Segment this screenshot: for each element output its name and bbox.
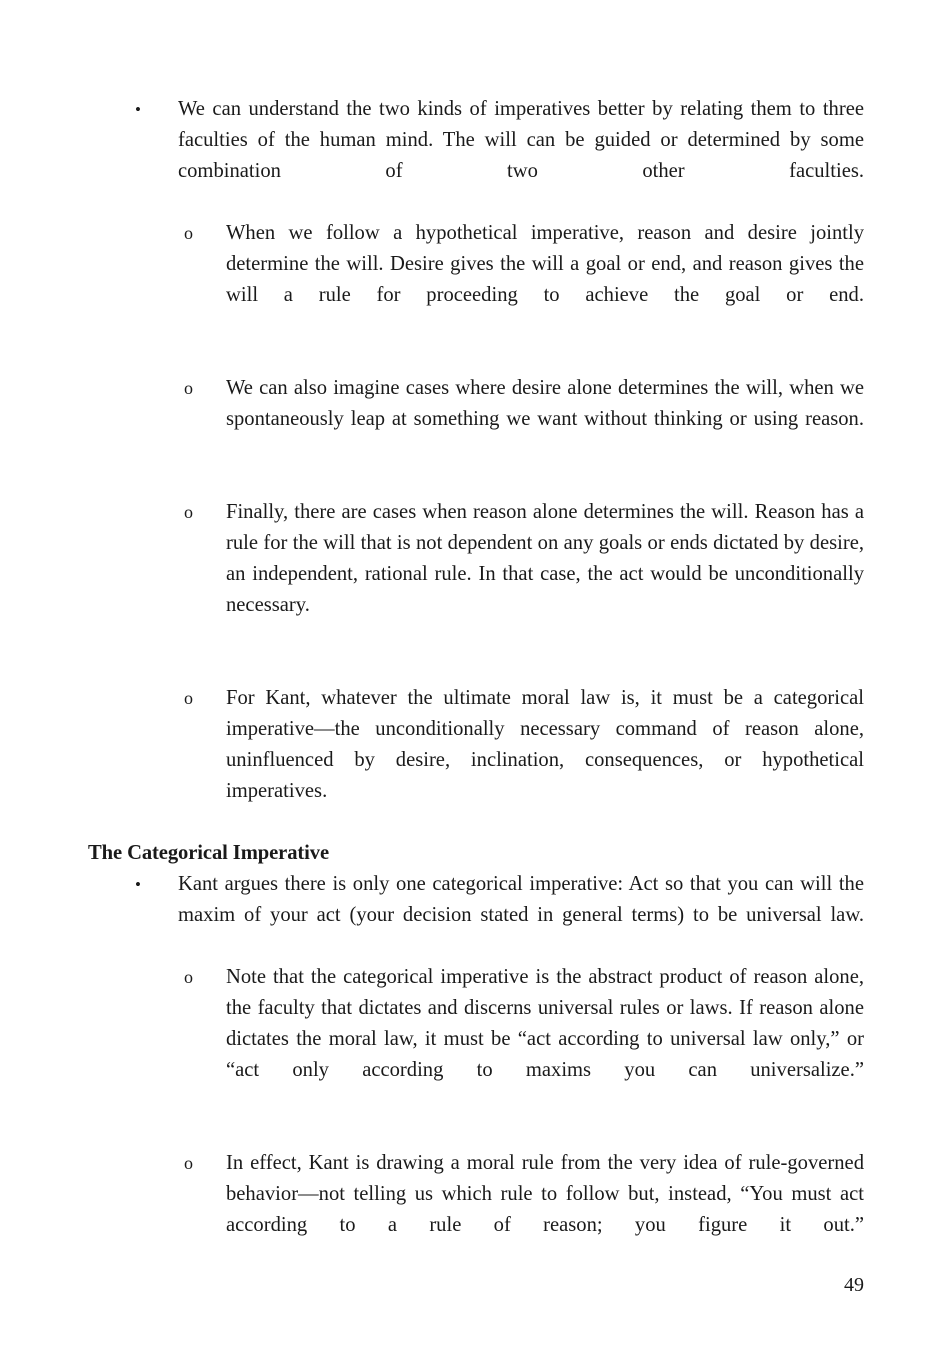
list-item bbox=[88, 683, 864, 838]
list-item-text: We can understand the two kinds of imperatives better by relating them to three faculties of the human mind. The will can be guided or determined by some combination of two other faculties. bbox=[178, 98, 864, 182]
list-item-text: Kant argues there is only one categorical imperative: Act so that you can will the maxim of your act (your decision stated in general terms) to be universal law. bbox=[178, 873, 864, 926]
bullet-marker-icon: • bbox=[135, 100, 141, 119]
circle-marker-icon: o bbox=[184, 502, 193, 522]
bullet-marker-icon: • bbox=[135, 875, 141, 894]
list-item bbox=[88, 962, 864, 1117]
list-item bbox=[88, 373, 864, 466]
list-item-text: When we follow a hypothetical imperative, reason and desire jointly determine the will. Desire gives the will a goal or end, and reason gives the will a rule for proceeding to achieve the goal or end. bbox=[226, 222, 864, 306]
list-item bbox=[88, 218, 864, 342]
circle-marker-icon: o bbox=[184, 688, 193, 708]
list-item bbox=[88, 869, 864, 962]
list-item-text: For Kant, whatever the ultimate moral law is, it must be a categorical imperative—the unconditionally necessary command of reason alone, uninfluenced by desire, inclination, consequences, or hypothetical imperatives. bbox=[226, 687, 864, 802]
section-heading: The Categorical Imperative bbox=[88, 842, 330, 864]
list-item-text: Note that the categorical imperative is the abstract product of reason alone, the faculty that dictates and discerns universal rules or laws. If reason alone dictates the moral law, it must be “act according to universal law only,” or “act only according to maxims you can universalize.” bbox=[226, 966, 864, 1081]
page-number: 49 bbox=[844, 1274, 864, 1296]
list-item bbox=[88, 94, 864, 218]
list-item-text: In effect, Kant is drawing a moral rule from the very idea of rule-governed behavior—not telling us which rule to follow but, instead, “You must act according to a rule of reason; you figure it out.” bbox=[226, 1152, 864, 1236]
list-item-text: Finally, there are cases when reason alone determines the will. Reason has a rule for the will that is not dependent on any goals or ends dictated by desire, an independent, rational rule. In that case, the act would be unconditionally necessary. bbox=[226, 501, 864, 616]
circle-marker-icon: o bbox=[184, 223, 193, 243]
list-item bbox=[88, 497, 864, 652]
circle-marker-icon: o bbox=[184, 1153, 193, 1173]
circle-marker-icon: o bbox=[184, 378, 193, 398]
page-body bbox=[88, 94, 864, 1272]
list-item bbox=[88, 1148, 864, 1272]
circle-marker-icon: o bbox=[184, 967, 193, 987]
list-item-text: We can also imagine cases where desire alone determines the will, when we spontaneously leap at something we want without thinking or using reason. bbox=[226, 377, 864, 430]
